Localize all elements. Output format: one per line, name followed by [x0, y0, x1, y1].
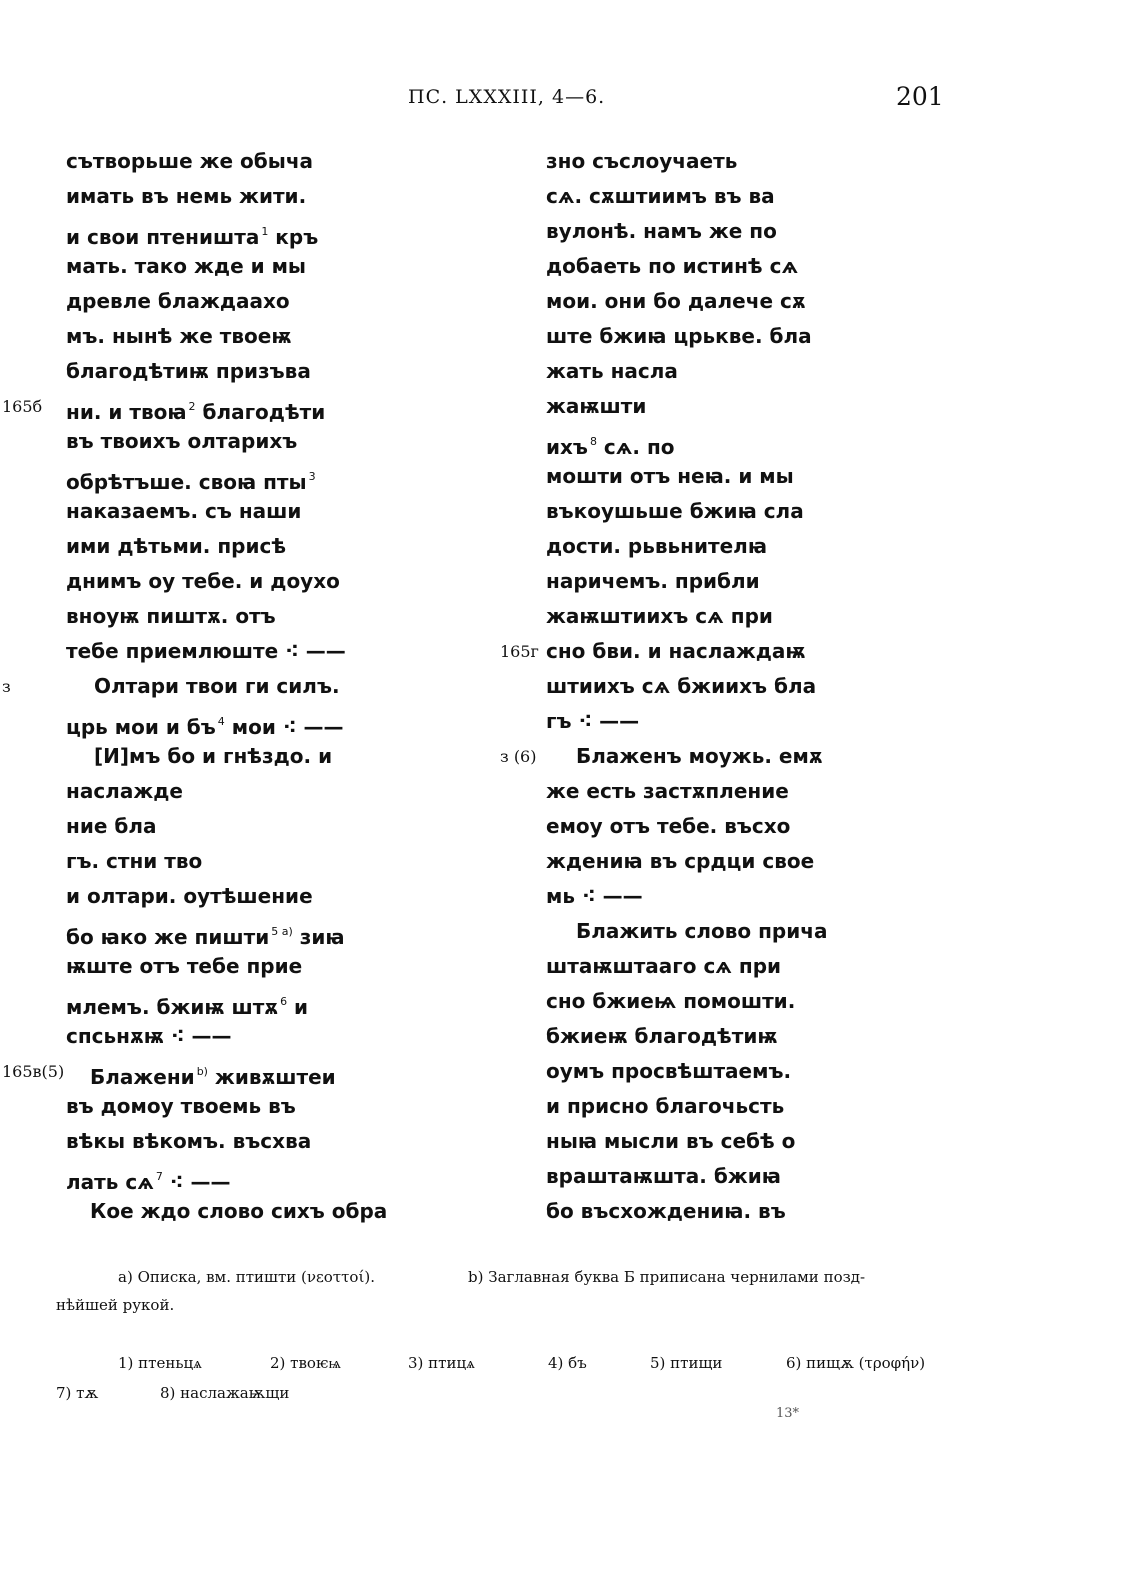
text-line	[546, 1089, 827, 1124]
line-text: ни. и твоꙗ	[66, 400, 187, 424]
line-text: бжиеѭ благодѣтиѭ	[546, 1024, 778, 1048]
left-column	[2, 144, 388, 1229]
line-text: ждениꙗ въ срдци свое	[546, 849, 815, 873]
line-text: мать. тако жде и мы	[66, 254, 306, 278]
text-line	[546, 1124, 827, 1159]
text-line	[546, 1194, 827, 1229]
line-text: црь мои и бъ	[66, 715, 216, 739]
text-line	[66, 634, 387, 669]
margin-folio-note: з (6)	[500, 747, 537, 766]
right-column	[500, 144, 828, 1229]
line-text: и олтари. оутѣшение	[66, 884, 313, 908]
text-line	[66, 949, 387, 984]
line-text: древле блаждаахо	[66, 289, 290, 313]
text-line	[500, 634, 827, 669]
line-text: [И]мъ бо и гнѣздо. и	[94, 744, 333, 768]
text-line	[546, 179, 827, 214]
line-text: мъ. нынѣ же твоеѭ	[66, 324, 292, 348]
footnote-marker: 4	[217, 715, 225, 728]
line-text-tail: и	[287, 995, 309, 1019]
line-text: штаѭштааго сѧ при	[546, 954, 782, 978]
line-text: и свои птеништа	[66, 225, 260, 249]
text-line	[66, 1089, 387, 1124]
text-line	[66, 739, 387, 774]
footnote-6: 6) пищѫ (τροφήν)	[786, 1354, 926, 1372]
line-text: наслажде	[66, 779, 183, 803]
line-text: наричемъ. прибли	[546, 569, 760, 593]
footnote-7: 7) тѫ	[56, 1384, 99, 1402]
line-text: обрѣтъше. своꙗ пты	[66, 470, 307, 494]
text-line	[546, 529, 827, 564]
line-text: жаѭшти	[546, 394, 647, 418]
text-line	[66, 914, 387, 949]
line-text: ние бла	[66, 814, 157, 838]
text-line	[66, 564, 387, 599]
line-text: Блаженъ моужь. емѫ	[576, 744, 823, 768]
line-text: ште бжиꙗ црькве. бла	[546, 324, 812, 348]
footnote-a: a) Описка, вм. птишти (νεοττοί).	[118, 1268, 375, 1286]
line-text: ѭште отъ тебе прие	[66, 954, 303, 978]
printer-signature: 13*	[776, 1406, 800, 1421]
text-line	[546, 879, 827, 914]
footnote-b: b) Заглавная буква Б приписана чернилами позд-	[468, 1268, 866, 1286]
line-text: сътворьше же обыча	[66, 149, 314, 173]
line-text: сѧ. сѫштиимъ въ ва	[546, 184, 775, 208]
footnote-marker: 2	[188, 400, 196, 413]
line-text-tail: кръ	[268, 225, 319, 249]
text-line	[2, 669, 387, 704]
footnote-3: 3) птицѧ	[408, 1354, 475, 1372]
line-text: днимъ оу тебе. и доухо	[66, 569, 340, 593]
text-line	[546, 1159, 827, 1194]
text-line	[546, 844, 827, 879]
line-text-tail: мои ⁖ ——	[224, 715, 344, 739]
text-line	[546, 564, 827, 599]
line-text-tail: сѧ. по	[596, 435, 675, 459]
line-text-tail: зиꙗ	[292, 925, 345, 949]
text-line	[546, 669, 827, 704]
line-text-tail: живѫштеи	[207, 1065, 336, 1089]
text-line	[66, 844, 387, 879]
text-line	[66, 774, 387, 809]
line-text: имать въ немь жити.	[66, 184, 307, 208]
line-text: Кое ждо слово сихъ обра	[90, 1199, 388, 1223]
text-line	[66, 984, 387, 1019]
text-line	[546, 984, 827, 1019]
footnote-5: 5) птищи	[650, 1354, 723, 1372]
text-line	[546, 949, 827, 984]
margin-folio-note: 165в(5)	[2, 1062, 65, 1081]
line-text: спсьнѫѭ ⁖ ——	[66, 1024, 232, 1048]
footnote-marker: 7	[155, 1170, 163, 1183]
line-text: мошти отъ неꙗ. и мы	[546, 464, 794, 488]
line-text: штиихъ сѧ бжиихъ бла	[546, 674, 817, 698]
line-text: вноуѭ пиштѫ. отъ	[66, 604, 276, 628]
text-line	[546, 214, 827, 249]
margin-folio-note: з	[2, 677, 11, 696]
text-line	[546, 389, 827, 424]
line-text: сно бви. и наслаждаѭ	[546, 639, 806, 663]
line-text: бо въсхождениꙗ. въ	[546, 1199, 786, 1223]
text-line	[500, 739, 827, 774]
text-line	[66, 879, 387, 914]
line-text: мои. они бо далече сѫ	[546, 289, 806, 313]
text-line	[546, 494, 827, 529]
text-line	[66, 354, 387, 389]
text-line	[546, 704, 827, 739]
text-line	[66, 144, 387, 179]
text-line	[546, 354, 827, 389]
text-line	[546, 284, 827, 319]
footnote-marker: 5 a)	[271, 925, 293, 938]
text-line	[546, 599, 827, 634]
footnote-marker: 3	[308, 470, 316, 483]
text-line	[546, 424, 827, 459]
text-line	[66, 249, 387, 284]
margin-folio-note: 165г	[500, 642, 539, 661]
line-text: Блажить слово прича	[576, 919, 828, 943]
line-text: же есть застѫпление	[546, 779, 789, 803]
line-text: дости. рьвьнителꙗ	[546, 534, 767, 558]
line-text: лать сѧ	[66, 1170, 154, 1194]
footnote-marker: 6	[280, 995, 288, 1008]
footnote-marker: 1	[261, 225, 269, 238]
line-text: благодѣтиѭ призъва	[66, 359, 311, 383]
text-line	[546, 319, 827, 354]
page-number: 201	[896, 82, 944, 111]
line-text: вулонѣ. намъ же по	[546, 219, 777, 243]
line-text: Олтари твои ги силъ.	[94, 674, 340, 698]
line-text: гъ. стни тво	[66, 849, 203, 873]
text-line	[546, 1054, 827, 1089]
footnote-1: 1) птеньцѧ	[118, 1354, 202, 1372]
line-text: тебе приемлюште ⁖ ——	[66, 639, 346, 663]
text-line	[66, 179, 387, 214]
text-line	[66, 1194, 387, 1229]
text-line	[66, 424, 387, 459]
line-text: наказаемъ. съ наши	[66, 499, 302, 523]
footnote-4: 4) бъ	[548, 1354, 587, 1372]
text-line	[66, 284, 387, 319]
line-text: жаѭштиихъ сѧ при	[546, 604, 773, 628]
footnote-marker: 8	[589, 435, 597, 448]
text-line	[66, 529, 387, 564]
line-text: ими дѣтьми. присѣ	[66, 534, 287, 558]
line-text: добаеть по истинѣ сѧ	[546, 254, 799, 278]
text-line	[546, 774, 827, 809]
text-line	[546, 809, 827, 844]
footnote-2: 2) твоѥѩ	[270, 1354, 341, 1372]
line-text: въ твоихъ олтарихъ	[66, 429, 298, 453]
text-line	[546, 459, 827, 494]
line-text: въ домоу твоемь въ	[66, 1094, 296, 1118]
line-text: и присно благочьсть	[546, 1094, 785, 1118]
line-text: емоу отъ тебе. въсхо	[546, 814, 791, 838]
line-text: мь ⁖ ——	[546, 884, 643, 908]
line-text-tail: ⁖ ——	[162, 1170, 231, 1194]
margin-folio-note: 165б	[2, 397, 43, 416]
line-text-tail: благодѣти	[195, 400, 326, 424]
text-line	[546, 144, 827, 179]
text-line	[66, 704, 387, 739]
text-line	[546, 914, 827, 949]
text-line	[546, 249, 827, 284]
text-line	[546, 1019, 827, 1054]
text-line	[66, 1124, 387, 1159]
line-text: оумъ просвѣштаемъ.	[546, 1059, 792, 1083]
line-text: бо ꙗко же пишти	[66, 925, 270, 949]
line-text: зно съслоучаеть	[546, 149, 738, 173]
line-text: въкоушьше бжиꙗ сла	[546, 499, 804, 523]
text-line	[66, 214, 387, 249]
text-line	[66, 319, 387, 354]
text-line	[66, 809, 387, 844]
line-text: гъ ⁖ ——	[546, 709, 640, 733]
footnote-8: 8) наслажаѭщи	[160, 1384, 290, 1402]
page-header-title: ПС. LXXXIII, 4—6.	[408, 86, 606, 108]
line-text: враштаѭшта. бжиꙗ	[546, 1164, 781, 1188]
line-text: ныꙗ мысли въ себѣ о	[546, 1129, 796, 1153]
footnote-a-continuation: нѣйшей рукой.	[56, 1296, 175, 1314]
line-text: сно бжиеѩ помошти.	[546, 989, 796, 1013]
footnote-marker: b)	[196, 1065, 208, 1078]
text-line	[66, 494, 387, 529]
text-line	[66, 1159, 387, 1194]
line-text: вѣкы вѣкомъ. въсхва	[66, 1129, 312, 1153]
text-line	[2, 1054, 387, 1089]
line-text: жать насла	[546, 359, 678, 383]
line-text: Блажени	[90, 1065, 195, 1089]
text-line	[66, 459, 387, 494]
line-text: ихъ	[546, 435, 588, 459]
line-text: млемъ. бжиѭ штѫ	[66, 995, 279, 1019]
text-line	[66, 1019, 387, 1054]
text-line	[2, 389, 387, 424]
text-line	[66, 599, 387, 634]
